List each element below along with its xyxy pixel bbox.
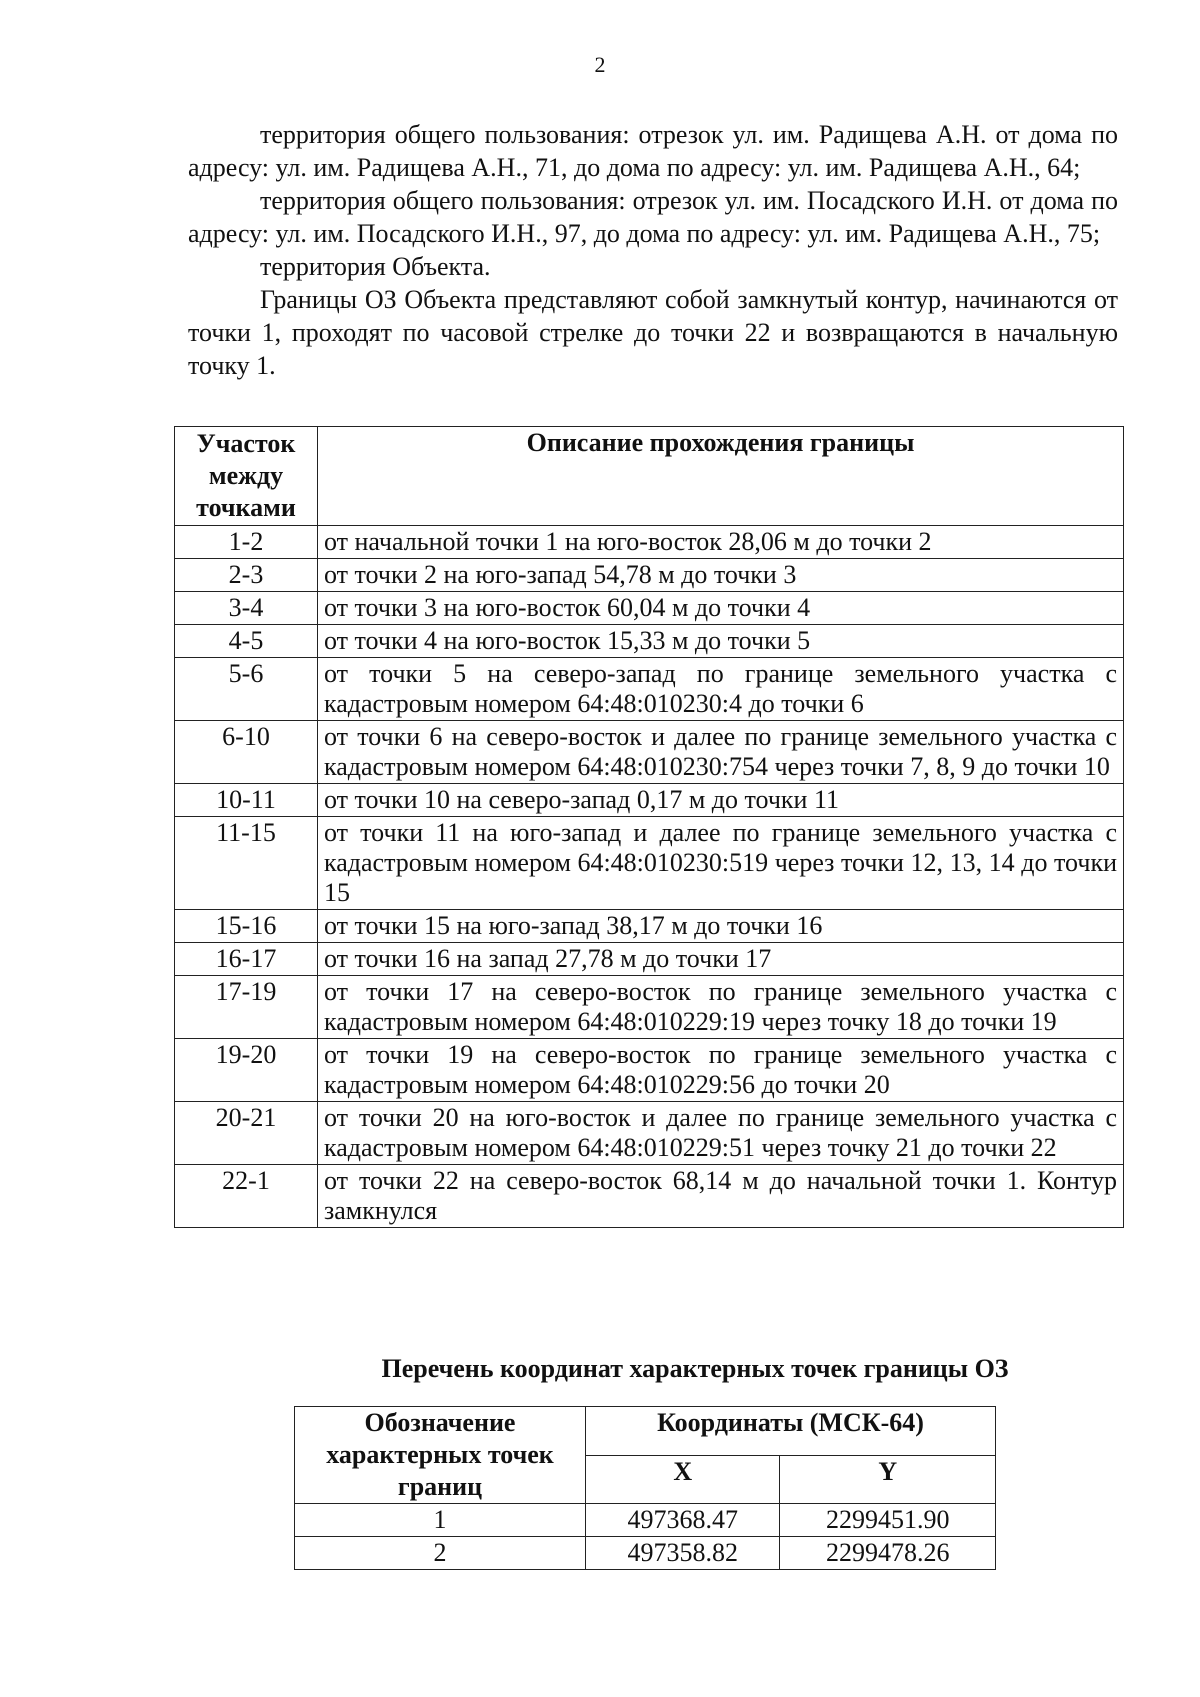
- description-cell: от точки 22 на северо-восток 68,14 м до начальной точки 1. Контур замкнулся: [318, 1165, 1124, 1228]
- intro-text: [188, 118, 1118, 382]
- description-cell: от точки 2 на юго-запад 54,78 м до точки 3: [318, 559, 1124, 592]
- x-coordinate-cell: 497358.82: [586, 1537, 780, 1570]
- segment-cell: 4-5: [175, 625, 318, 658]
- table-row: [175, 526, 1124, 559]
- table-row: [175, 784, 1124, 817]
- y-coordinate-cell: 2299451.90: [780, 1504, 996, 1537]
- segment-cell: 22-1: [175, 1165, 318, 1228]
- x-coordinate-cell: 497368.47: [586, 1504, 780, 1537]
- coords-header-row-1: [295, 1407, 996, 1456]
- segment-cell: 6-10: [175, 721, 318, 784]
- table-row: [175, 943, 1124, 976]
- segment-cell: 15-16: [175, 910, 318, 943]
- coords-title: Перечень координат характерных точек границы ОЗ: [381, 1354, 1009, 1383]
- header-segment: Участок между точками: [175, 427, 318, 526]
- table-row: [175, 592, 1124, 625]
- point-cell: 2: [295, 1537, 586, 1570]
- description-cell: от точки 5 на северо-запад по границе земельного участка с кадастровым номером 64:48:010230:4 до точки 6: [318, 658, 1124, 721]
- segment-cell: 2-3: [175, 559, 318, 592]
- table-row: [175, 559, 1124, 592]
- paragraph-posadskogo: территория общего пользования: отрезок ул. им. Посадского И.Н. от дома по адресу: ул. им. Посадского И.Н., 97, до дома по адресу: ул. им. Радищева А.Н., 75;: [188, 186, 1118, 248]
- segment-cell: 19-20: [175, 1039, 318, 1102]
- header-x: X: [586, 1455, 780, 1504]
- description-cell: от точки 17 на северо-восток по границе земельного участка с кадастровым номером 64:48:010229:19 через точку 18 до точки 19: [318, 976, 1124, 1039]
- paragraph-object-territory: территория Объекта.: [260, 252, 491, 281]
- page-number: 2: [594, 52, 606, 77]
- description-cell: от точки 15 на юго-запад 38,17 м до точки 16: [318, 910, 1124, 943]
- segment-cell: 5-6: [175, 658, 318, 721]
- table-row: [175, 625, 1124, 658]
- segment-cell: 11-15: [175, 817, 318, 910]
- table-row: [175, 658, 1124, 721]
- header-point-name: Обозначение характерных точек границ: [295, 1407, 586, 1504]
- table-row: [175, 910, 1124, 943]
- description-cell: от точки 6 на северо-восток и далее по границе земельного участка с кадастровым номером 64:48:010230:754 через точки 7, 8, 9 до точки 10: [318, 721, 1124, 784]
- paragraph-radishcheva: территория общего пользования: отрезок ул. им. Радищева А.Н. от дома по адресу: ул. им. Радищева А.Н., 71, до дома по адресу: ул. им. Радищева А.Н., 64;: [188, 120, 1118, 182]
- description-cell: от точки 10 на северо-запад 0,17 м до точки 11: [318, 784, 1124, 817]
- description-cell: от точки 20 на юго-восток и далее по границе земельного участка с кадастровым номером 64:48:010229:51 через точку 21 до точки 22: [318, 1102, 1124, 1165]
- description-cell: от точки 11 на юго-запад и далее по границе земельного участка с кадастровым номером 64:48:010230:519 через точки 12, 13, 14 до точки 15: [318, 817, 1124, 910]
- table-row: [175, 1165, 1124, 1228]
- table-row: [175, 1102, 1124, 1165]
- segment-cell: 10-11: [175, 784, 318, 817]
- segment-cell: 3-4: [175, 592, 318, 625]
- description-cell: от начальной точки 1 на юго-восток 28,06 м до точки 2: [318, 526, 1124, 559]
- table-row: [175, 817, 1124, 910]
- segment-cell: 16-17: [175, 943, 318, 976]
- coordinates-table: [294, 1406, 996, 1570]
- header-coordinates: Координаты (МСК-64): [586, 1407, 996, 1456]
- header-y: Y: [780, 1455, 996, 1504]
- header-description: Описание прохождения границы: [318, 427, 1124, 526]
- table-row: [175, 721, 1124, 784]
- segment-cell: 20-21: [175, 1102, 318, 1165]
- description-cell: от точки 3 на юго-восток 60,04 м до точки 4: [318, 592, 1124, 625]
- description-cell: от точки 16 на запад 27,78 м до точки 17: [318, 943, 1124, 976]
- description-cell: от точки 19 на северо-восток по границе земельного участка с кадастровым номером 64:48:010229:56 до точки 20: [318, 1039, 1124, 1102]
- table-row: [175, 1039, 1124, 1102]
- boundary-table-header-row: [175, 427, 1124, 526]
- point-cell: 1: [295, 1504, 586, 1537]
- table-row: [295, 1537, 996, 1570]
- boundary-description-table: [174, 426, 1124, 1228]
- table-row: [175, 976, 1124, 1039]
- paragraph-boundary-contour: Границы ОЗ Объекта представляют собой замкнутый контур, начинаются от точки 1, проходят по часовой стрелке до точки 22 и возвращаются в начальную точку 1.: [188, 285, 1118, 380]
- table-row: [295, 1504, 996, 1537]
- y-coordinate-cell: 2299478.26: [780, 1537, 996, 1570]
- description-cell: от точки 4 на юго-восток 15,33 м до точки 5: [318, 625, 1124, 658]
- segment-cell: 1-2: [175, 526, 318, 559]
- segment-cell: 17-19: [175, 976, 318, 1039]
